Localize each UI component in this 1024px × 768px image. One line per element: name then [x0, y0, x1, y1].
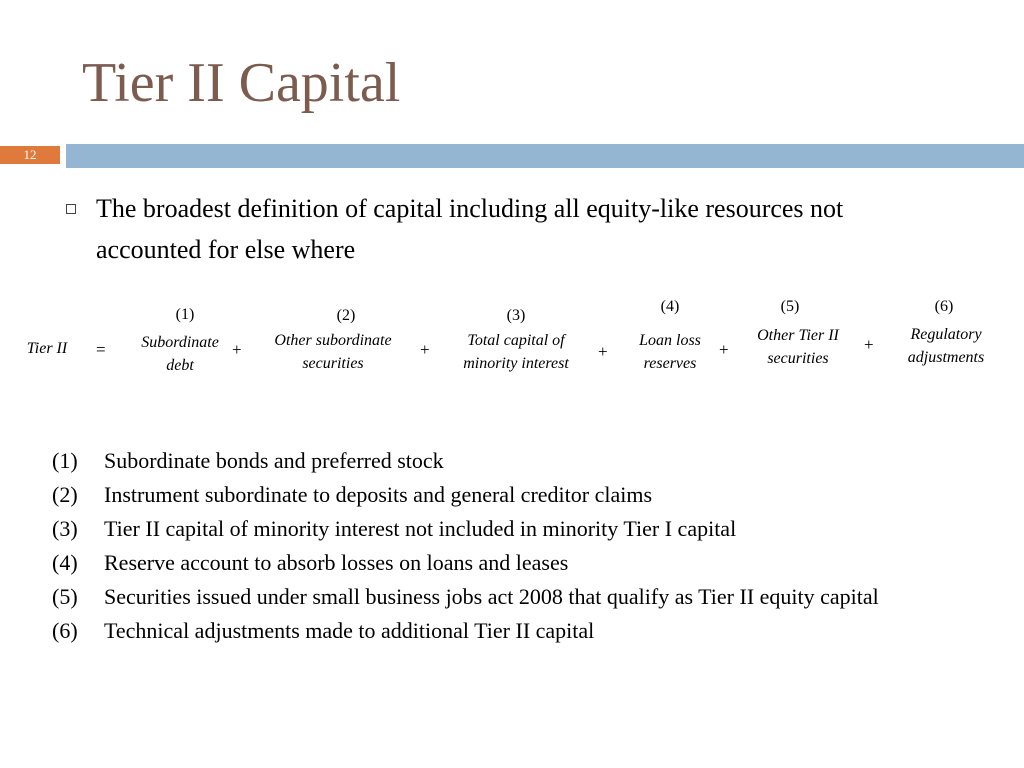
equation-plus: + [864, 335, 874, 354]
term-line: Other Tier II [757, 327, 839, 344]
footnote-number: (5) [52, 584, 78, 609]
term-total-capital-minority-interest [440, 329, 592, 375]
footnote-text: Technical adjustments made to additional Tier II capital [104, 618, 595, 643]
term-line: debt [166, 357, 194, 374]
term-line: Total capital of [467, 332, 565, 349]
term-line: reserves [643, 355, 697, 372]
equation-plus: + [420, 340, 430, 359]
term-line: adjustments [907, 349, 985, 366]
footnote-text: Instrument subordinate to deposits and general creditor claims [104, 482, 653, 507]
term-line: Subordinate [141, 334, 219, 351]
term-other-tier2-securities [740, 324, 856, 370]
footnote-number: (4) [52, 550, 78, 575]
term-number: (3) [506, 307, 526, 324]
term-line: securities [767, 350, 829, 367]
footnote-item [52, 444, 992, 478]
term-loan-loss-reserves [620, 329, 720, 375]
term-line: Regulatory [910, 326, 982, 343]
term-regulatory-adjustments [884, 323, 1008, 369]
square-bullet-icon [66, 204, 76, 214]
equation-lhs: Tier II [26, 340, 68, 357]
footnote-number: (2) [52, 482, 78, 507]
footnote-text: Securities issued under small business jobs act 2008 that qualify as Tier II equity capital [104, 584, 879, 609]
term-line: securities [302, 355, 364, 372]
term-line: Loan loss [639, 332, 701, 349]
footnote-item [52, 614, 992, 648]
footnote-text: Subordinate bonds and preferred stock [104, 448, 444, 473]
footnote-item [52, 512, 992, 546]
equation-plus: + [598, 342, 608, 361]
term-number: (5) [780, 298, 800, 315]
header-bar [66, 144, 1024, 168]
term-line: Other subordinate [274, 332, 392, 349]
term-number: (4) [660, 298, 680, 315]
term-number: (1) [175, 306, 195, 323]
footnote-item [52, 580, 992, 614]
equation-plus: + [719, 340, 729, 359]
term-subordinate-debt [120, 331, 240, 377]
page-number-badge: 12 [0, 146, 60, 164]
term-number: (6) [934, 298, 954, 315]
footnote-number: (1) [52, 448, 78, 473]
term-other-subordinate-securities [253, 329, 413, 375]
bullet-text: The broadest definition of capital including all equity-like resources not accounted for else where [96, 194, 844, 264]
footnote-text: Tier II capital of minority interest not included in minority Tier I capital [104, 516, 737, 541]
footnotes-list [52, 444, 992, 648]
footnote-number: (6) [52, 618, 78, 643]
term-number: (2) [336, 307, 356, 324]
footnote-item [52, 478, 992, 512]
equation-plus: + [232, 340, 242, 359]
footnote-text: Reserve account to absorb losses on loans and leases [104, 550, 569, 575]
term-line: minority interest [463, 355, 569, 372]
equation-equals: = [96, 340, 106, 359]
slide-title: Tier II Capital [82, 52, 401, 114]
footnote-item [52, 546, 992, 580]
footnote-number: (3) [52, 516, 78, 541]
